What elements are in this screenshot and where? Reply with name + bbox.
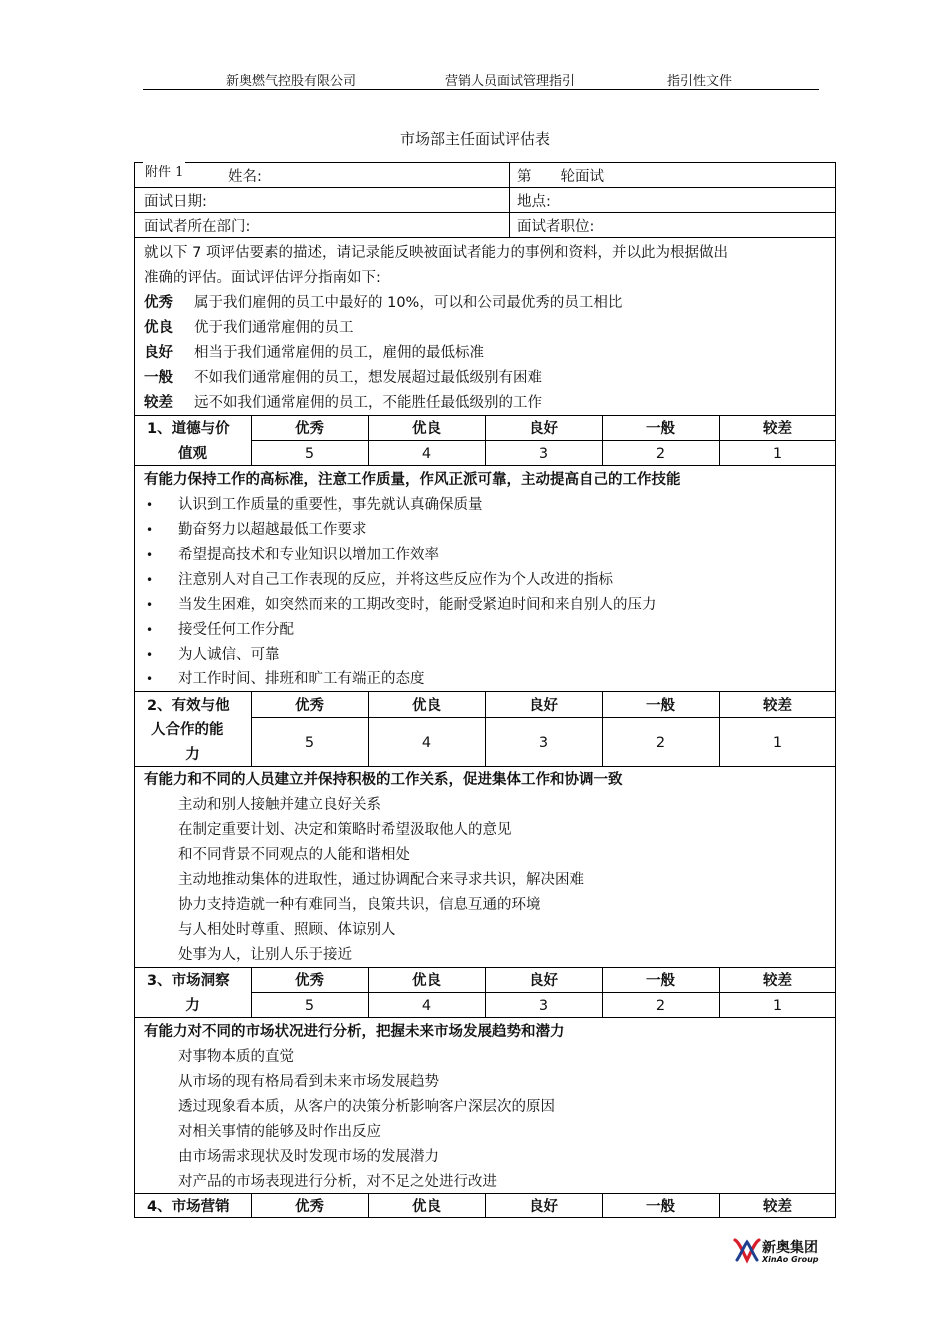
list-item: 主动地推动集体的进取性，通过协调配合来寻求共识，解决困难 <box>178 872 584 888</box>
list-item: 主动和别人接触并建立良好关系 <box>178 797 381 813</box>
scale-label: 优秀 <box>295 698 324 714</box>
scale-score: 1 <box>772 998 783 1014</box>
scale-score: 4 <box>421 735 432 751</box>
bullet-icon: • <box>146 648 154 662</box>
grade-desc: 远不如我们通常雇佣的员工，不能胜任最低级别的工作 <box>194 395 542 411</box>
bullet-icon: • <box>146 573 154 587</box>
scale-label: 一般 <box>646 421 675 437</box>
logo-name: 新奥集团 <box>762 1240 818 1256</box>
section-4-name: 4、市场营销 <box>147 1199 230 1215</box>
list-item: 对工作时间、排班和旷工有端正的态度 <box>178 671 425 687</box>
list-item: 和不同背景不同观点的人能和谐相处 <box>178 847 410 863</box>
grade-label: 较差 <box>144 395 173 411</box>
section-1-summary: 有能力保持工作的高标准，注意工作质量，作风正派可靠，主动提高自己的工作技能 <box>144 472 681 488</box>
scale-label: 良好 <box>529 973 558 989</box>
section-2-name: 2、有效与他 <box>147 698 230 714</box>
header-doc-name: 营销人员面试管理指引 <box>445 74 576 89</box>
grade-label: 一般 <box>144 370 173 386</box>
scale-score: 1 <box>772 735 783 751</box>
scale-score: 2 <box>655 446 666 462</box>
scale-score: 3 <box>538 998 549 1014</box>
list-item: 在制定重要计划、决定和策略时希望汲取他人的意见 <box>178 822 512 838</box>
scale-label: 优良 <box>412 1199 441 1215</box>
bullet-icon: • <box>146 623 154 637</box>
scale-score: 5 <box>304 735 315 751</box>
scale-label: 较差 <box>763 698 792 714</box>
place-field-label: 地点: <box>517 194 551 210</box>
scale-score: 4 <box>421 998 432 1014</box>
list-item: 协力支持造就一种有难同当，良策共识，信息互通的环境 <box>178 897 541 913</box>
list-item: 由市场需求现状及时发现市场的发展潜力 <box>178 1149 439 1165</box>
list-item: 从市场的现有格局看到未来市场发展趋势 <box>178 1074 439 1090</box>
name-field-label: 姓名: <box>228 169 262 185</box>
intro-line-1: 就以下 7 项评估要素的描述，请记录能反映被面试者能力的事例和资料，并以此为根据做出 <box>144 245 728 261</box>
section-3-summary: 有能力对不同的市场状况进行分析，把握未来市场发展趋势和潜力 <box>144 1024 565 1040</box>
list-item: 对产品的市场表现进行分析，对不足之处进行改进 <box>178 1174 497 1190</box>
scale-score: 5 <box>304 446 315 462</box>
section-1-name: 值观 <box>178 446 207 462</box>
intro-line-2: 准确的评估。面试评估评分指南如下: <box>144 270 381 286</box>
scale-label: 优秀 <box>295 421 324 437</box>
scale-label: 较差 <box>763 973 792 989</box>
section-2-name: 人合作的能 <box>151 722 224 738</box>
scale-score: 5 <box>304 998 315 1014</box>
section-2-name: 力 <box>185 747 200 763</box>
list-item: 处事为人，让别人乐于接近 <box>178 947 352 963</box>
list-item: 认识到工作质量的重要性，事先就认真确保质量 <box>178 497 483 513</box>
list-item: 与人相处时尊重、照顾、体谅别人 <box>178 922 396 938</box>
scale-score: 2 <box>655 735 666 751</box>
grade-desc: 相当于我们通常雇佣的员工，雇佣的最低标准 <box>194 345 484 361</box>
attachment-label: 附件 1 <box>143 161 185 180</box>
list-item: 当发生困难，如突然而来的工期改变时，能耐受紧迫时间和来自别人的压力 <box>178 597 657 613</box>
section-2-summary: 有能力和不同的人员建立并保持积极的工作关系，促进集体工作和协调一致 <box>144 772 623 788</box>
grade-label: 优良 <box>144 320 173 336</box>
bullet-icon: • <box>146 548 154 562</box>
scale-label: 良好 <box>529 698 558 714</box>
list-item: 为人诚信、可靠 <box>178 647 280 663</box>
scale-label: 优良 <box>412 973 441 989</box>
header-company: 新奥燃气控股有限公司 <box>226 74 357 89</box>
scale-label: 一般 <box>646 1199 675 1215</box>
dept-field-label: 面试者所在部门: <box>144 219 251 235</box>
scale-score: 4 <box>421 446 432 462</box>
scale-score: 1 <box>772 446 783 462</box>
grade-label: 良好 <box>144 345 173 361</box>
section-3-name: 3、市场洞察 <box>147 973 230 989</box>
grade-desc: 属于我们雇佣的员工中最好的 10%，可以和公司最优秀的员工相比 <box>194 295 623 311</box>
bullet-icon: • <box>146 523 154 537</box>
scale-label: 良好 <box>529 421 558 437</box>
list-item: 接受任何工作分配 <box>178 622 294 638</box>
grade-label: 优秀 <box>144 295 173 311</box>
scale-label: 优秀 <box>295 973 324 989</box>
scale-score: 2 <box>655 998 666 1014</box>
page-title: 市场部主任面试评估表 <box>399 130 550 148</box>
scale-label: 优秀 <box>295 1199 324 1215</box>
scale-label: 良好 <box>529 1199 558 1215</box>
section-1-name: 1、道德与价 <box>147 421 230 437</box>
bullet-icon: • <box>146 498 154 512</box>
list-item: 注意别人对自己工作表现的反应，并将这些反应作为个人改进的指标 <box>178 572 613 588</box>
date-field-label: 面试日期: <box>144 194 207 210</box>
scale-label: 较差 <box>763 1199 792 1215</box>
header-divider <box>143 89 819 90</box>
scale-score: 3 <box>538 735 549 751</box>
scale-label: 优良 <box>412 698 441 714</box>
list-item: 透过现象看本质，从客户的决策分析影响客户深层次的原因 <box>178 1099 555 1115</box>
list-item: 对相关事情的能够及时作出反应 <box>178 1124 381 1140</box>
round-field-label: 第 轮面试 <box>517 169 604 185</box>
bullet-icon: • <box>146 672 154 686</box>
scale-score: 3 <box>538 446 549 462</box>
list-item: 勤奋努力以超越最低工作要求 <box>178 522 367 538</box>
section-3-name: 力 <box>185 998 200 1014</box>
xinao-logo-icon <box>733 1236 761 1264</box>
grade-desc: 不如我们通常雇佣的员工，想发展超过最低级别有困难 <box>194 370 542 386</box>
logo-english: XinAo Group <box>762 1255 819 1264</box>
list-item: 对事物本质的直觉 <box>178 1049 294 1065</box>
position-field-label: 面试者职位: <box>517 219 595 235</box>
grade-desc: 优于我们通常雇佣的员工 <box>194 320 354 336</box>
scale-label: 较差 <box>763 421 792 437</box>
scale-label: 优良 <box>412 421 441 437</box>
scale-label: 一般 <box>646 698 675 714</box>
scale-label: 一般 <box>646 973 675 989</box>
list-item: 希望提高技术和专业知识以增加工作效率 <box>178 547 439 563</box>
bullet-icon: • <box>146 598 154 612</box>
header-doc-type: 指引性文件 <box>667 74 733 89</box>
